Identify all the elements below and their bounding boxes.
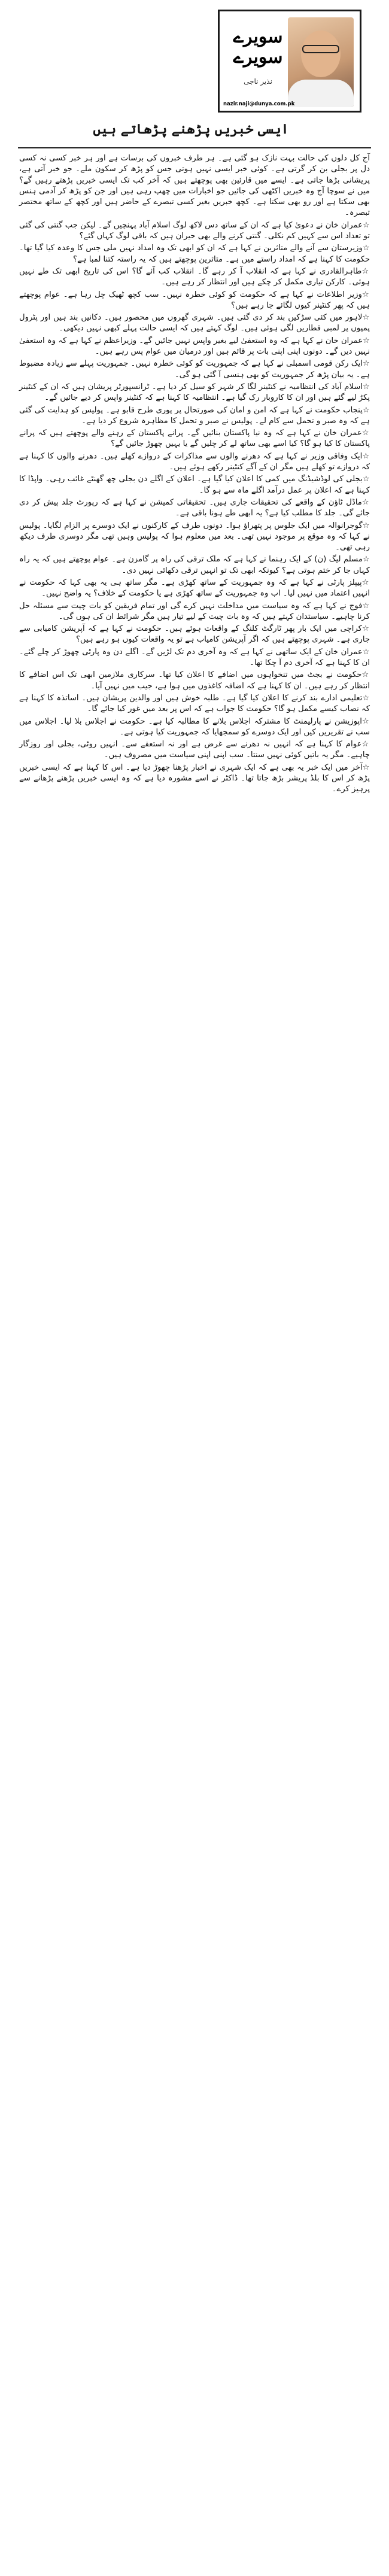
author-photo (288, 17, 354, 107)
news-item (19, 763, 370, 795)
news-item-text: مسلم لیگ (ن) کے ایک رہنما نے کہا ہے کہ ملک ترقی کی راہ پر گامزن ہے۔ عوام پوچھتے ہیں کہ یہ راہ کہاں جا کر ختم ہوتی ہے؟ کیونکہ ابھی تک تو انہیں ترقی دکھائی نہیں دی۔ (19, 555, 370, 575)
news-item (19, 359, 370, 381)
author-name: نذیر ناجی (244, 77, 272, 86)
column-name (226, 27, 290, 68)
star-icon: ☆ (361, 266, 370, 276)
news-item (19, 405, 370, 427)
news-item-text: ایک وفاقی وزیر نے کہا ہے کہ دھرنے والوں سے مذاکرات کے دروازے کھلے ہیں۔ دھرنے والوں کا کہنا ہے کہ دروازے تو کھلے ہیں مگر ان کے آگے کنٹینر رکھے ہوئے ہیں۔ (19, 451, 370, 472)
news-item (19, 693, 370, 715)
news-item (19, 336, 370, 358)
article-paragraph: آج کل دلوں کی حالت بہت نازک ہو گئی ہے۔ ہر طرف خبروں کی برسات ہے اور ہر خبر کسی نہ کسی دل پر بجلی بن کر گرتی ہے۔ کوئی خبر ایسی نہیں ہوتی جس کو پڑھ کر سکون ملے۔ جو خبر آتی ہے، پریشانی بڑھا جاتی ہے۔ ایسے میں قارئین بھی پوچھتے ہیں کہ آخر کب تک ایسی خبریں پڑھتے رہیں گے؟ میں نے سوچا آج وہ خبریں اکٹھی کی جائیں جو اخبارات میں چھپ رہی ہیں اور جن کو پڑھ کر آدمی ہنس بھی سکتا ہے اور رو بھی سکتا ہے۔ کچھ خبریں بغیر کسی تبصرے کے حاضر ہیں اور کچھ کے ساتھ مختصر تبصرہ۔ (19, 154, 370, 218)
news-item (19, 382, 370, 404)
star-icon: ☆ (361, 578, 370, 587)
star-icon: ☆ (363, 220, 370, 230)
article-body (4, 148, 385, 2559)
news-item (19, 716, 370, 739)
news-item (19, 578, 370, 600)
author-glasses (302, 45, 339, 53)
news-item-text: عمران خان نے کہا ہے کہ وہ نیا پاکستان بنائیں گے۔ پرانے پاکستان کے رہنے والے پوچھتے ہیں کہ پرانے پاکستان کا کیا ہو گا؟ کیا اسے بھی ساتھ لے کر چلیں گے یا یہیں چھوڑ جائیں گے؟ (19, 429, 370, 449)
news-item (19, 312, 370, 335)
news-item-text: عوام کا کہنا ہے کہ انہیں نہ دھرنے سے غرض ہے اور نہ استعفے سے۔ انہیں روٹی، بجلی اور روزگار چاہیے۔ مگر یہ باتیں کوئی نہیں سنتا۔ سب اپنی اپنی سیاست میں مصروف ہیں۔ (19, 740, 370, 760)
star-icon: ☆ (362, 313, 370, 323)
article-headline: ایسی خبریں پڑھنے پڑھاتے ہیں (93, 121, 289, 137)
star-icon: ☆ (361, 740, 370, 749)
star-icon: ☆ (361, 290, 370, 299)
news-item (19, 290, 370, 312)
news-item-text: کراچی میں ایک بار پھر ٹارگٹ کلنگ کے واقعات ہوئے ہیں۔ حکومت نے کہا ہے کہ آپریشن کامیابی سے جاری ہے۔ شہری پوچھتے ہیں کہ اگر آپریشن کامیاب ہے تو یہ واقعات کیوں ہو رہے ہیں؟ (19, 624, 370, 645)
news-item (19, 601, 370, 623)
news-item (19, 220, 370, 242)
star-icon: ☆ (361, 429, 370, 438)
news-item-text: فوج نے کہا ہے کہ وہ سیاست میں مداخلت نہیں کرے گی اور تمام فریقین کو بات چیت سے مسئلہ حل کرنا چاہیے۔ سیاستدان کہتے ہیں کہ وہ بات چیت کے لیے تیار ہیں مگر شرائط ان کی ہوں گی۔ (19, 601, 370, 621)
news-item-text: اپوزیشن نے پارلیمنٹ کا مشترکہ اجلاس بلانے کا مطالبہ کیا ہے۔ حکومت نے اجلاس بلا لیا۔ اجلاس میں سب نے تقریریں کیں اور ایک دوسرے کو سمجھایا کہ جمہوریت کیا ہوتی ہے۔ (19, 716, 370, 737)
star-icon: ☆ (361, 497, 370, 507)
news-item-text: طاہرالقادری نے کہا ہے کہ انقلاب آ کر رہے گا۔ انقلاب کب آئے گا؟ اس کی تاریخ ابھی تک طے نہیں ہوئی۔ کارکن تیاری مکمل کر چکے ہیں اور انتظار کر رہے ہیں۔ (19, 266, 370, 287)
news-item (19, 647, 370, 669)
news-item (19, 474, 370, 496)
news-item-text: اسلام آباد کی انتظامیہ نے کنٹینر لگا کر شہر کو سیل کر دیا ہے۔ ٹرانسپورٹر پریشان ہیں کہ ان کے کنٹینر پکڑ لیے گئے ہیں اور ان کا کاروبار رک گیا ہے۔ انتظامیہ کا کہنا ہے کہ کنٹینر واپس کر دیے جائیں گے۔ (19, 382, 370, 403)
author-email: nazir.naji@dunya.com.pk (223, 101, 295, 107)
star-icon: ☆ (362, 601, 370, 610)
column-header (4, 0, 385, 147)
star-icon: ☆ (362, 475, 370, 484)
star-icon: ☆ (362, 521, 370, 530)
news-item (19, 266, 370, 288)
star-icon: ☆ (362, 451, 370, 461)
star-icon: ☆ (362, 382, 370, 391)
news-item (19, 497, 370, 520)
star-icon: ☆ (362, 244, 370, 253)
column-name-line1: سویرے (233, 26, 283, 47)
news-item-text: پیپلز پارٹی نے کہا ہے کہ وہ جمہوریت کے ساتھ کھڑی ہے۔ مگر ساتھ ہی یہ بھی کہا کہ حکومت نے انہیں اعتماد میں نہیں لیا۔ اب وہ جمہوریت کے ساتھ کھڑی ہے یا حکومت کے خلاف؟ یہ واضح نہیں۔ (19, 578, 370, 599)
star-icon: ☆ (361, 624, 370, 634)
news-item (19, 670, 370, 692)
news-item-text: پنجاب حکومت نے کہا ہے کہ امن و امان کی صورتحال پر پوری طرح قابو ہے۔ پولیس کو ہدایت کی گئی ہے کہ وہ صبر و تحمل سے کام لے۔ پولیس نے صبر و تحمل کا مظاہرہ شروع کر دیا ہے۔ (19, 405, 370, 426)
news-item (19, 451, 370, 473)
star-icon: ☆ (361, 670, 370, 680)
star-icon: ☆ (362, 405, 370, 415)
news-item-text: عمران خان کے ایک ساتھی نے کہا ہے کہ وہ آخری دم تک لڑیں گے۔ اگلے دن وہ پارٹی چھوڑ کر چلے گئے۔ ان کا کہنا ہے کہ آخری دم آ چکا تھا۔ (19, 647, 370, 668)
star-icon: ☆ (362, 647, 370, 657)
news-item-text: وزیرستان سے آنے والے متاثرین نے کہا ہے کہ ان کو ابھی تک وہ امداد نہیں ملی جس کا وعدہ کیا گیا تھا۔ حکومت کا کہنا ہے کہ امداد راستے میں ہے۔ متاثرین پوچھتے ہیں کہ یہ راستہ کتنا لمبا ہے؟ (19, 244, 370, 264)
news-item-text: عمران خان نے دعویٰ کیا ہے کہ ان کے ساتھ دس لاکھ لوگ اسلام آباد پہنچیں گے۔ لیکن جب گنتی کی گئی تو تعداد اس سے کہیں کم نکلی۔ گنتی کرنے والے بھی حیران ہیں کہ باقی لوگ کہاں گئے؟ (19, 220, 370, 241)
column-name-line2: سویرے (233, 47, 283, 68)
news-item-text: تعلیمی ادارے بند کرنے کا اعلان کیا گیا ہے۔ طلبہ خوش ہیں اور والدین پریشان ہیں۔ اساتذہ کا کہنا ہے کہ نصاب کیسے مکمل ہو گا؟ حکومت کا جواب ہے کہ اس پر بعد میں غور کیا جائے گا۔ (19, 693, 370, 714)
news-item (19, 739, 370, 761)
star-icon: ☆ (362, 693, 370, 703)
news-item-text: گوجرانوالہ میں ایک جلوس پر پتھراؤ ہوا۔ دونوں طرف کے کارکنوں نے ایک دوسرے پر الزام لگایا۔ پولیس نے کہا کہ وہ موقع پر موجود نہیں تھی۔ بعد میں معلوم ہوا کہ پولیس وہیں تھی مگر دوسری طرف دیکھ رہی تھی۔ (19, 521, 370, 552)
news-item (19, 521, 370, 554)
star-icon: ☆ (362, 359, 370, 369)
news-item (19, 624, 370, 646)
column-title-box (218, 10, 361, 113)
author-shirt (288, 80, 354, 107)
news-item-text: ماڈل ٹاؤن کے واقعے کی تحقیقات جاری ہیں۔ تحقیقاتی کمیشن نے کہا ہے کہ رپورٹ جلد پیش کر دی جائے گی۔ جلد کا مطلب کیا ہے؟ یہ ابھی طے ہونا باقی ہے۔ (19, 497, 370, 518)
news-item (19, 243, 370, 265)
news-item-text: بجلی کی لوڈشیڈنگ میں کمی کا اعلان کیا گیا ہے۔ اعلان کے اگلے دن بجلی چھ گھنٹے غائب رہی۔ واپڈا کا کہنا ہے کہ اعلان پر عمل درآمد اگلے ماہ سے ہو گا۔ (19, 475, 370, 495)
news-item-text: ایک رکن قومی اسمبلی نے کہا ہے کہ جمہوریت کو کوئی خطرہ نہیں۔ جمہوریت پہلے سے زیادہ مضبوط ہے۔ یہ بیان پڑھ کر جمہوریت کو بھی ہنسی آ گئی ہو گی۔ (19, 359, 370, 379)
news-item-text: وزیر اطلاعات نے کہا ہے کہ حکومت کو کوئی خطرہ نہیں۔ سب کچھ ٹھیک چل رہا ہے۔ عوام پوچھتے ہیں کہ پھر کنٹینر کیوں لگائے جا رہے ہیں؟ (19, 290, 370, 310)
news-item (19, 428, 370, 450)
news-item-text: عمران خان نے کہا ہے کہ وہ استعفیٰ لیے بغیر واپس نہیں جائیں گے۔ وزیراعظم نے کہا ہے کہ وہ استعفیٰ نہیں دیں گے۔ دونوں اپنی اپنی بات پر قائم ہیں اور درمیان میں عوام پس رہے ہیں۔ (19, 336, 370, 357)
news-item (19, 554, 370, 576)
star-icon: ☆ (363, 336, 370, 345)
author-face (301, 31, 341, 77)
news-item-text: حکومت نے بجٹ میں تنخواہوں میں اضافے کا اعلان کیا تھا۔ سرکاری ملازمین ابھی تک اس اضافے کا انتظار کر رہے ہیں۔ ان کا کہنا ہے کہ اضافہ کاغذوں میں ہوا ہے، جیب میں نہیں آیا۔ (19, 670, 370, 691)
news-item-text: لاہور میں کئی سڑکیں بند کر دی گئی ہیں۔ شہری گھروں میں محصور ہیں۔ دکانیں بند ہیں اور پٹرول پمپوں پر لمبی قطاریں لگی ہوئی ہیں۔ لوگ کہتے ہیں کہ ایسی حالت پہلے کبھی نہیں دیکھی۔ (19, 313, 370, 333)
news-item-text: آخر میں ایک خبر یہ بھی ہے کہ ایک شہری نے اخبار پڑھنا چھوڑ دیا ہے۔ اس کا کہنا ہے کہ ایسی خبریں پڑھ کر اس کا بلڈ پریشر بڑھ جاتا تھا۔ ڈاکٹر نے اسے مشورہ دیا ہے کہ وہ ایسی خبریں پڑھنے پڑھانے سے پرہیز کرے۔ (19, 763, 370, 794)
star-icon: ☆ (362, 555, 370, 564)
star-icon: ☆ (362, 763, 370, 772)
star-icon: ☆ (361, 716, 370, 726)
